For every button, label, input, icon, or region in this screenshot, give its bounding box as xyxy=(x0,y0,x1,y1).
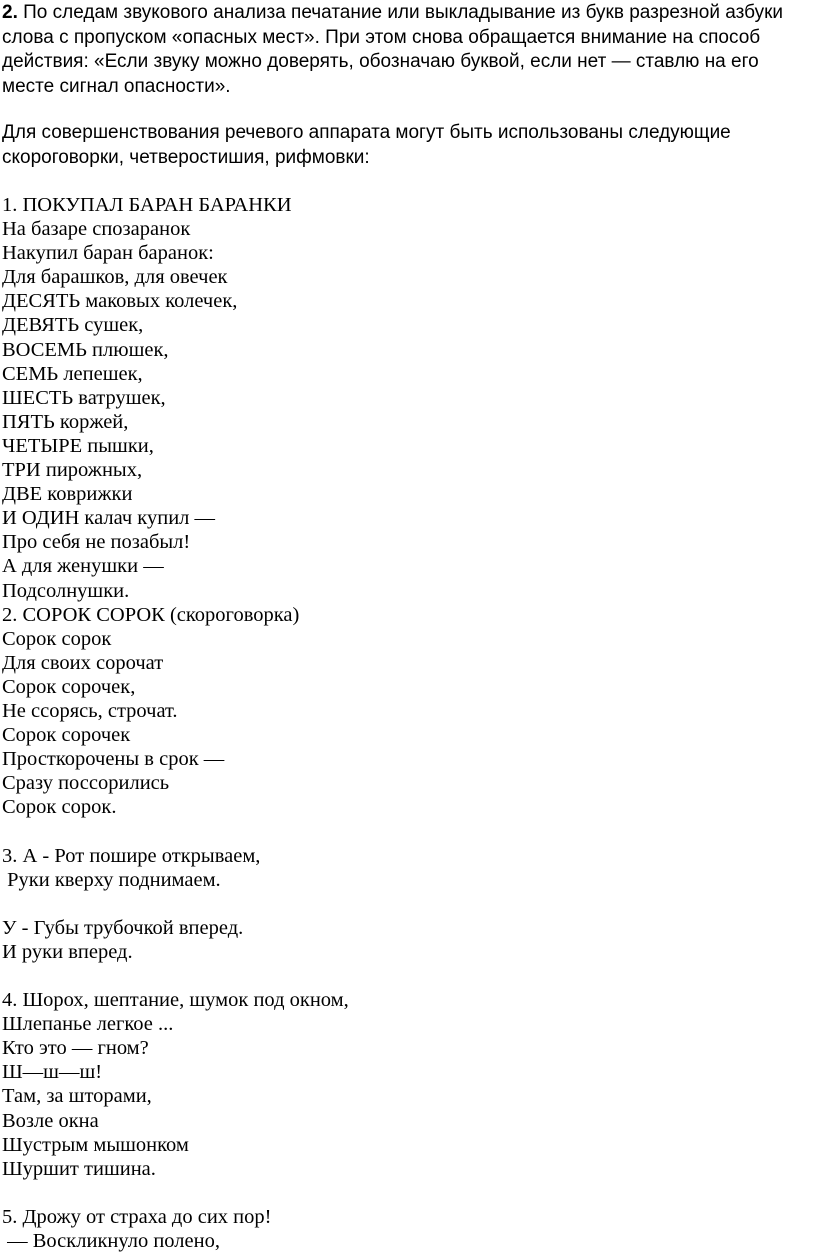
poem-2-line: Не ссорясь, строчат. xyxy=(2,699,178,722)
poem-1-line: Про себя не позабыл! xyxy=(2,531,191,554)
poem-4-line: Шлепанье легкое ... xyxy=(2,1013,174,1036)
poem-1-title: 1. ПОКУПАЛ БАРАН БАРАНКИ xyxy=(2,194,292,216)
poem-2-title: 2. СОРОК СОРОК (скороговорка) xyxy=(2,603,300,626)
poem-3-line: И руки вперед. xyxy=(2,940,133,963)
blank-line xyxy=(2,892,814,916)
intro-paragraph xyxy=(0,121,814,170)
poems-section xyxy=(0,193,814,1253)
paragraph-2-line-2: слова с пропуском «опасных мест». При этом снова обращается внимание на способ xyxy=(2,26,761,48)
blank-line xyxy=(2,819,814,843)
poem-1-line: ПЯТЬ коржей, xyxy=(2,410,129,433)
intro-line-1: Для совершенствования речевого аппарата могут быть использованы следующие xyxy=(2,122,731,143)
poem-4-line: Кто это — гном? xyxy=(2,1037,149,1060)
poem-1-line: Накупил баран баранок: xyxy=(2,242,214,265)
poem-4-line: Шуршит тишина. xyxy=(2,1157,156,1180)
poem-1-line: ДЕВЯТЬ сушек, xyxy=(2,314,144,337)
poem-2-line: Сорок сорок. xyxy=(2,796,117,819)
poem-1-line: ЧЕТЫРЕ пышки, xyxy=(2,434,154,457)
poem-1-line: ДЕСЯТЬ маковых колечек, xyxy=(2,290,238,313)
poem-4-line: Там, за шторами, xyxy=(2,1085,152,1108)
poem-5-line: — Воскликнуло полено, xyxy=(2,1230,220,1253)
paragraph-2-line-3: действия: «Если звуку можно доверять, обозначаю буквой, если нет — ставлю на его xyxy=(2,51,759,72)
poem-1-line: СЕМЬ лепешек, xyxy=(2,362,143,385)
paragraph-2-line-1: 2. По следам звукового анализа печатание или выкладывание из букв разрезной азбуки xyxy=(2,2,783,23)
poem-1-line: А для женушки — xyxy=(2,555,164,578)
blank-line xyxy=(2,964,814,988)
poem-5-line: 5. Дрожу от страха до сих пор! xyxy=(2,1205,272,1228)
poem-2-line: Сорок сорок xyxy=(2,627,112,650)
poem-3-line: 3. А - Рот пошире открываем, xyxy=(2,844,261,867)
poem-1-line: Для барашков, для овечек xyxy=(2,266,228,289)
paragraph-2-number: 2. xyxy=(2,2,18,23)
blank-line xyxy=(2,1181,814,1205)
poem-1-line: Подсолнушки. xyxy=(2,579,130,602)
poem-1-line: ДВЕ коврижки xyxy=(2,483,133,506)
poem-2-line: Сразу поссорились xyxy=(2,772,170,795)
paragraph-2 xyxy=(0,1,814,99)
poem-3-line: У - Губы трубочкой вперед. xyxy=(2,916,244,939)
intro-line-2: скороговорки, четверостишия, рифмовки: xyxy=(2,146,370,168)
poem-1-line: ВОСЕМЬ плюшек, xyxy=(2,338,169,361)
poem-4-line: 4. Шорох, шептание, шумок под окном, xyxy=(2,989,349,1012)
poem-4-line: Ш—ш—ш! xyxy=(2,1061,103,1084)
poem-2-line: Сорок сорочек, xyxy=(2,675,136,698)
poem-4-line: Шустрым мышонком xyxy=(2,1133,189,1156)
poem-1-line: На базаре спозаранок xyxy=(2,218,191,241)
paragraph-2-line-4: месте сигнал опасности». xyxy=(2,75,231,97)
poem-1-line: ТРИ пирожных, xyxy=(2,459,143,482)
poem-1-line: И ОДИН калач купил — xyxy=(2,507,216,530)
poem-2-line: Сорок сорочек xyxy=(2,724,131,747)
poem-4-line: Возле окна xyxy=(2,1109,99,1132)
poem-2-line: Для своих сорочат xyxy=(2,651,164,674)
poem-3-line: Руки кверху поднимаем. xyxy=(2,868,221,891)
poem-1-line: ШЕСТЬ ватрушек, xyxy=(2,386,166,409)
poem-2-line: Просткорочены в срок — xyxy=(2,748,225,771)
